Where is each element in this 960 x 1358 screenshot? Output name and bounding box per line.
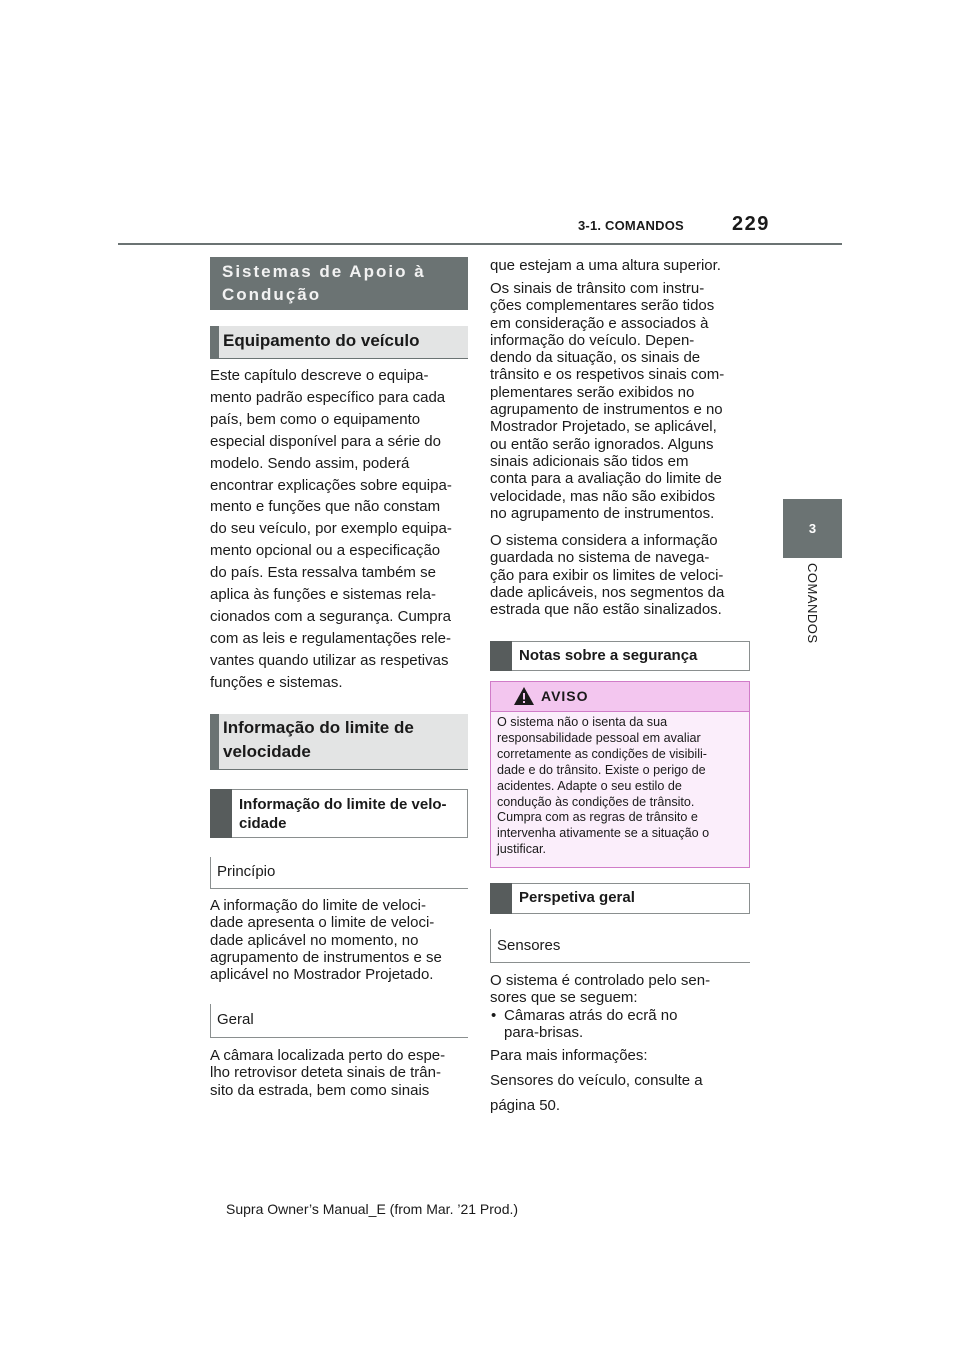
text-line: do país. Esta ressalva também se: [210, 564, 436, 582]
text-line: guardada no sistema de navega-: [490, 549, 710, 567]
text-line: intervenha ativamente se a situação o: [497, 826, 710, 841]
text-line: no agrupamento de instrumentos.: [490, 504, 715, 522]
text-line: trânsito e os respetivos sinais com-: [490, 366, 725, 384]
main-section-title: Sistemas de Apoio à Condução: [210, 257, 468, 310]
text-line: dade aplicáveis, nos segmentos da: [490, 583, 725, 601]
warning-title: AVISO: [541, 688, 589, 704]
warning-text: [497, 715, 745, 858]
text-line: corretamente as condições de visibili-: [497, 746, 707, 761]
subheading-sensores: Sensores: [490, 929, 750, 963]
text-line: plementares serão exibidos no: [490, 383, 695, 401]
paragraph-sinais: [490, 280, 752, 522]
text-line: estrada que não estão sinalizados.: [490, 601, 722, 619]
text-line: A câmara localizada perto do espe-: [210, 1047, 446, 1064]
text-line: do seu veículo, por exemplo equipa-: [210, 520, 452, 538]
text-line: informação do veículo. Depen-: [490, 331, 695, 349]
text-line: sinais adicionais são tidos em: [490, 452, 689, 470]
text-line: funções e sistemas.: [210, 673, 343, 691]
subheading-principio: Princípio: [210, 857, 468, 889]
bullet-item: [490, 1007, 752, 1042]
text-line: Este capítulo descreve o equipa-: [210, 367, 429, 384]
text-line: acidentes. Adapte o seu estilo de: [497, 778, 682, 793]
text-line: Mostrador Projetado, se aplicável,: [490, 418, 717, 436]
text-line: mento opcional ou a especificação: [210, 542, 441, 560]
page-reference-link[interactable]: página 50.: [490, 1096, 561, 1114]
text-line: dade apresenta o limite de veloci-: [210, 914, 435, 932]
text-line: ou então serão ignorados. Alguns: [490, 435, 714, 453]
text-line: dendo da situação, os sinais de: [490, 349, 701, 367]
text-line: A informação do limite de veloci-: [210, 897, 426, 914]
text-line: cionados com a segurança. Cumpra: [210, 607, 451, 625]
warning-header: [491, 682, 749, 712]
heading-info-limite-box: [210, 789, 468, 838]
text-line: responsabilidade pessoal em avaliar: [497, 730, 701, 745]
text-line: O sistema não o isenta da sua: [497, 715, 668, 729]
heading-notas-seguranca: Notas sobre a segurança: [490, 641, 750, 671]
text-line: justificar.: [497, 842, 546, 857]
heading-info-limite-text: Informação do limite de velocidade: [223, 718, 414, 761]
text-line: agrupamento de instrumentos e se: [210, 948, 442, 966]
text-line: Cumpra com as regras de trânsito e: [497, 810, 698, 825]
heading-equipamento-text: Equipamento do veículo: [223, 331, 420, 350]
text-line: dade aplicável no momento, no: [210, 931, 419, 949]
text-line: com as leis e regulamentações rele-: [210, 629, 451, 647]
text-line: conta para a avaliação do limite de: [490, 470, 722, 488]
paragraph-sensores: [490, 972, 752, 1041]
text-line: sores que se seguem:: [490, 989, 638, 1007]
bullet-marker: •: [491, 1006, 497, 1024]
text-line: O sistema é controlado pelo sen-: [490, 972, 711, 989]
subheading-geral: Geral: [210, 1004, 468, 1038]
chapter-side-label: [783, 563, 842, 663]
text-line: aplica às funções e sistemas rela-: [210, 586, 436, 604]
text-line: mento e funções que não constam: [210, 498, 441, 516]
heading-equipamento: [210, 326, 468, 359]
text-line: ções complementares serão tidos: [490, 297, 715, 315]
text-line: em consideração e associados à: [490, 314, 709, 332]
text-line: aplicável no Mostrador Projetado.: [210, 966, 434, 984]
paragraph-mais-info: [490, 1045, 752, 1117]
page-number: 229: [732, 213, 770, 235]
text-line: O sistema considera a informação: [490, 532, 718, 549]
text-line: velocidade, mas não são exibidos: [490, 487, 716, 505]
warning-box: [490, 681, 750, 868]
text-line: para-brisas.: [504, 1023, 584, 1041]
paragraph-geral: [210, 1047, 472, 1099]
heading-info-limite: [210, 714, 468, 770]
chapter-tab: [783, 499, 842, 558]
text-line: Sensores do veículo, consulte a: [490, 1071, 703, 1089]
paragraph-principio: [210, 897, 472, 983]
text-line: Os sinais de trânsito com instru-: [490, 280, 705, 297]
footer-text: Supra Owner’s Manual_E (from Mar. ’21 Prod.): [226, 1201, 519, 1217]
text-line: Câmaras atrás do ecrã no: [504, 1006, 678, 1024]
text-line: lho retrovisor deteta sinais de trân-: [210, 1064, 441, 1082]
text-line: ção para exibir os limites de veloci-: [490, 566, 724, 584]
text-line: vantes quando utilizar as respetivas: [210, 651, 449, 669]
text-line: mento padrão específico para cada: [210, 388, 446, 406]
chapter-number: 3: [808, 521, 817, 536]
text-line: modelo. Sendo assim, poderá: [210, 454, 410, 472]
text-line: país, bem como o equipamento: [210, 410, 421, 428]
text-line: condução às condições de trânsito.: [497, 794, 695, 809]
paragraph-equipamento: [210, 365, 472, 694]
heading-info-limite-box-text: Informação do limite de velo- cidade: [239, 796, 447, 832]
text-line: sito da estrada, bem como sinais: [210, 1081, 430, 1099]
warning-triangle-icon: [513, 686, 535, 706]
text-line: agrupamento de instrumentos e no: [490, 401, 723, 419]
chapter-label: COMANDOS: [804, 563, 820, 644]
text-line: especial disponível para a série do: [210, 432, 441, 450]
header-rule: [118, 243, 842, 245]
paragraph-continuation: que estejam a uma altura superior.: [490, 257, 721, 274]
running-header-section: 3-1. COMANDOS: [578, 218, 684, 233]
heading-perspetiva-geral: Perspetiva geral: [490, 883, 750, 914]
text-line: dade e do trânsito. Existe o perigo de: [497, 762, 706, 777]
text-line: Para mais informações:: [490, 1047, 648, 1064]
paragraph-sistema: [490, 532, 752, 618]
text-line: encontrar explicações sobre equipa-: [210, 476, 452, 494]
